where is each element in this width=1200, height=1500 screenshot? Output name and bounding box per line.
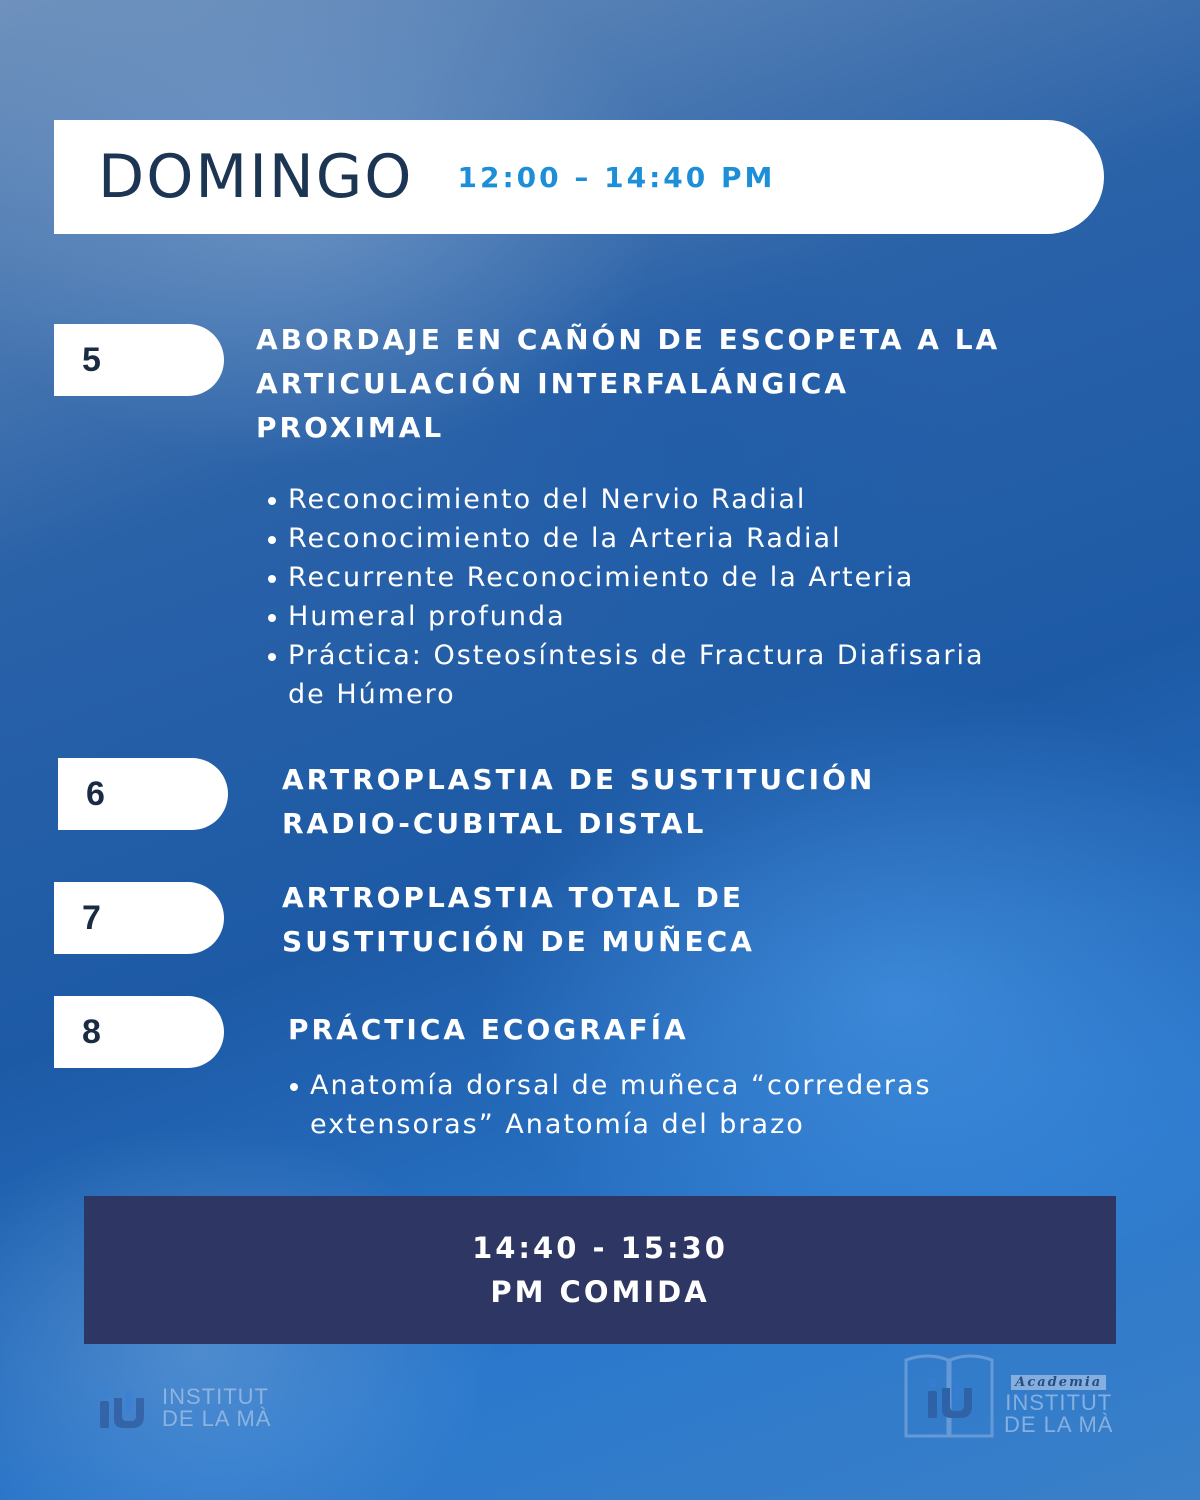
item-bullet-list	[288, 1066, 932, 1144]
item-title-line: ARTROPLASTIA TOTAL DE	[282, 881, 745, 914]
lunch-label: PM COMIDA	[490, 1275, 710, 1309]
day-header	[54, 120, 1104, 234]
logo-text-line: DE LA MÀ	[1004, 1412, 1114, 1437]
bullet-continuation: de Húmero	[288, 679, 456, 710]
item-bullet-list	[266, 480, 985, 714]
item-title-line: RADIO-CUBITAL DISTAL	[282, 807, 707, 840]
item-title-line: ARTICULACIÓN INTERFALÁNGICA	[256, 367, 850, 400]
bullet-continuation: extensoras” Anatomía del brazo	[310, 1109, 805, 1140]
lunch-time: 14:40 - 15:30	[472, 1231, 728, 1265]
institut-logo-left	[96, 1384, 271, 1432]
institut-logo-text	[162, 1386, 271, 1430]
item-number: 6	[86, 774, 105, 813]
item-number: 7	[82, 898, 101, 937]
item-title	[256, 318, 1000, 450]
bullet-item: Anatomía dorsal de muñeca “correderas	[288, 1066, 932, 1105]
item-title	[288, 1008, 689, 1052]
item-title	[282, 876, 755, 964]
item-number-tab	[54, 996, 224, 1068]
item-title-line: ABORDAJE EN CAÑÓN DE ESCOPETA A LA	[256, 323, 1001, 356]
item-title-line: SUSTITUCIÓN DE MUÑECA	[282, 925, 755, 958]
bullet-item: Práctica: Osteosíntesis de Fractura Diafisaria	[266, 636, 985, 675]
lunch-break-box	[84, 1196, 1116, 1344]
logo-text-line: INSTITUT	[162, 1384, 269, 1409]
logo-text-line: INSTITUT	[1005, 1390, 1113, 1415]
item-title	[282, 758, 875, 846]
academia-tag: Academia	[1011, 1375, 1106, 1390]
bullet-item: Reconocimiento del Nervio Radial	[266, 480, 985, 519]
academia-logo-text	[1004, 1368, 1113, 1436]
item-title-line: PROXIMAL	[256, 411, 445, 444]
book-hand-logo-icon	[904, 1346, 994, 1442]
item-number-tab	[58, 758, 228, 830]
item-number: 5	[82, 340, 101, 379]
bullet-item: Reconocimiento de la Arteria Radial	[266, 519, 985, 558]
item-number: 8	[82, 1012, 101, 1051]
bullet-item: Recurrente Reconocimiento de la Arteria	[266, 558, 985, 597]
logo-text-line: DE LA MÀ	[162, 1406, 272, 1431]
day-time-range: 12:00 – 14:40 PM	[457, 160, 776, 194]
institut-logo-icon	[96, 1384, 152, 1432]
day-title: DOMINGO	[98, 142, 414, 212]
bullet-item: Humeral profunda	[266, 597, 985, 636]
item-title-line: PRÁCTICA ECOGRAFÍA	[288, 1013, 689, 1046]
item-number-tab	[54, 324, 224, 396]
item-title-line: ARTROPLASTIA DE SUSTITUCIÓN	[282, 763, 876, 796]
item-number-tab	[54, 882, 224, 954]
academia-institut-logo-right	[904, 1346, 1113, 1442]
